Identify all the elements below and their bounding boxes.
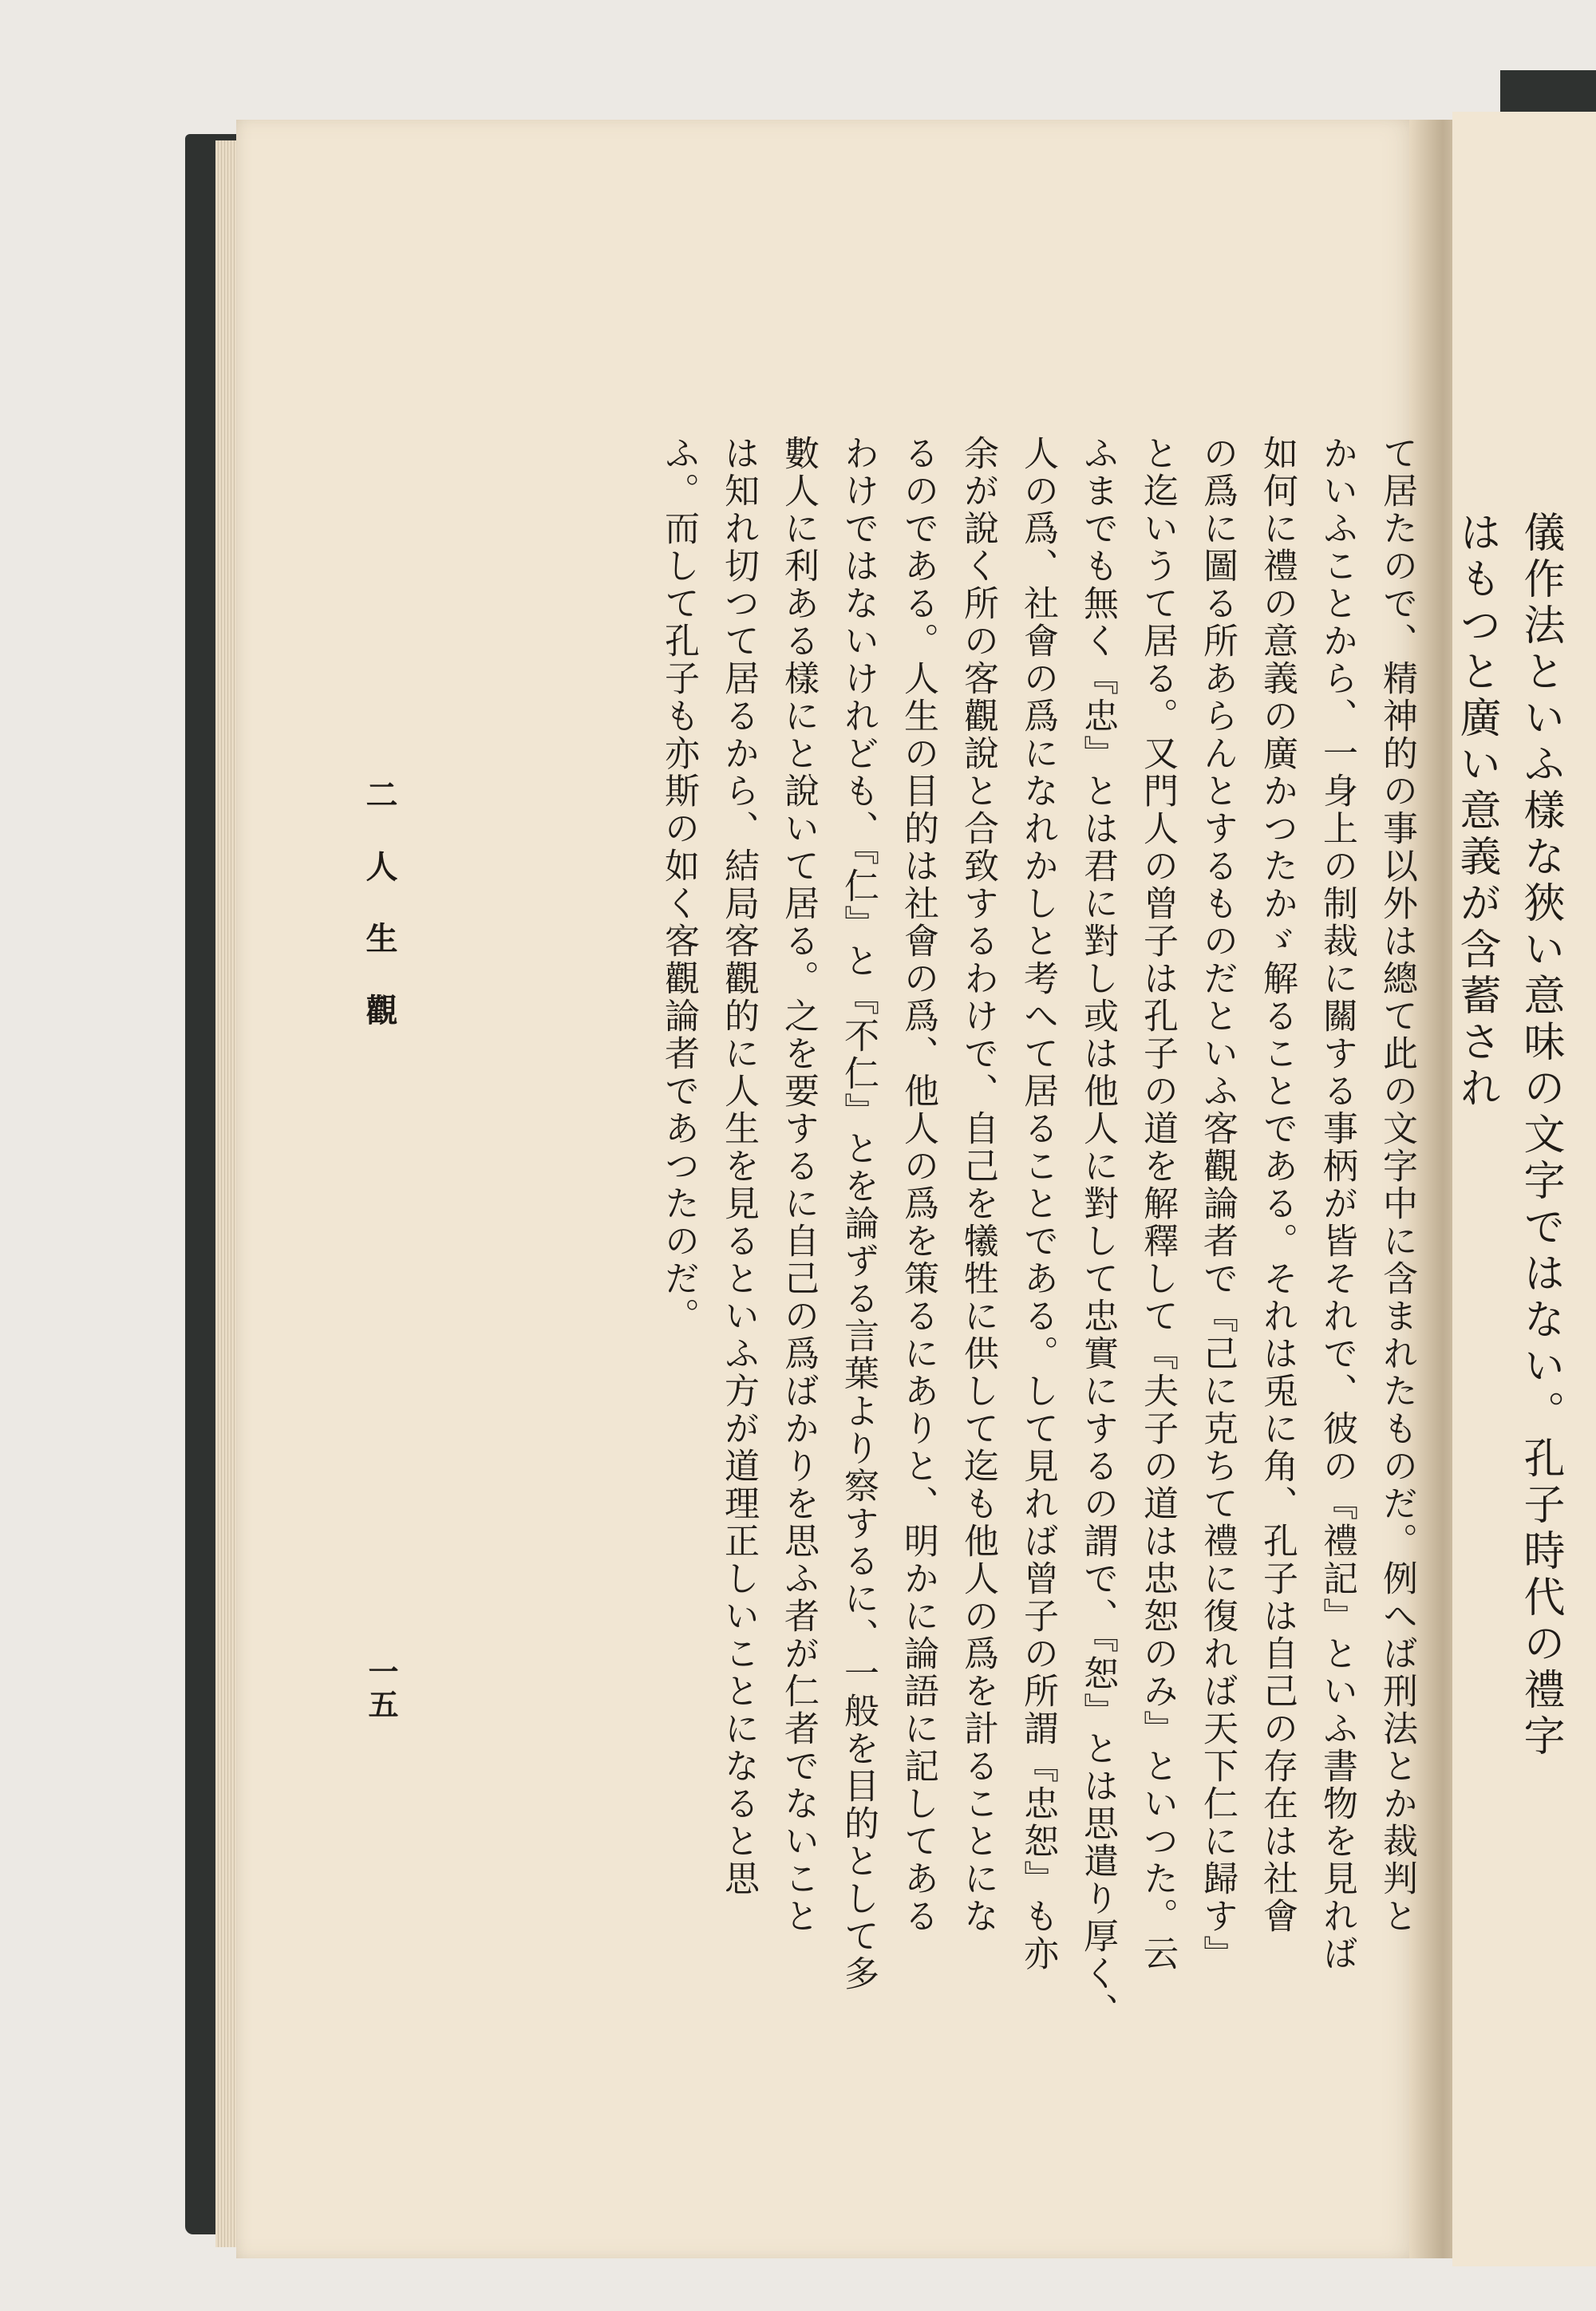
- next-page-text: [1452, 511, 1572, 1788]
- main-text: [581, 435, 1427, 2030]
- text-line: ふまでも無く『忠』とは君に對し或は他人に對して忠實にするの謂で、『恕』とは思遣り厚く、: [1077, 435, 1118, 2030]
- right-page-edge: [1452, 112, 1596, 2266]
- text-line: るのである。人生の目的は社會の爲、他人の爲を策るにありと、明かに論語に記してある: [898, 435, 938, 1935]
- text-line: かいふことから、一身上の制裁に關する事柄が皆それで、彼の『禮記』といふ書物を見れば: [1317, 435, 1357, 1973]
- text-line: の爲に圖る所あらんとするものだといふ客觀論者で『己に克ちて禮に復れば天下仁に歸す』: [1197, 435, 1238, 1973]
- page-edges: [215, 140, 238, 2247]
- text-line: と迄いうて居る。又門人の曾子は孔子の道を解釋して『夫子の道は忠恕のみ』といつた。云: [1137, 435, 1178, 1973]
- text-line: わけではないけれども、『仁』と『不仁』とを論ずる言葉より察するに、一般を目的として多: [838, 435, 879, 1993]
- text-line: 如何に禮の意義の廣かつたかゞ解ることである。それは兎に角、孔子は自己の存在は社會: [1257, 435, 1298, 1935]
- text-line: は知れ切つて居るから、結局客觀的に人生を見るといふ方が道理正しいことになると思: [718, 435, 759, 1898]
- text-line: 人の爲、社會の爲になれかしと考へて居ることである。して見れば曾子の所謂『忠恕』も亦: [1017, 435, 1058, 1973]
- text-line: 余が說く所の客觀說と合致するわけで、自己を犧牲に供して迄も他人の爲を計ることにな: [958, 435, 998, 1935]
- text-line: 數人に利ある樣にと說いて居る。之を要するに自己の爲ばかりを思ふ者が仁者でないこと: [778, 435, 819, 1935]
- text-line: て居たので、精神的の事以外は總て此の文字中に含まれたものだ。例へば刑法とか裁判と: [1377, 435, 1417, 1935]
- text-line: ふ。而して孔子も亦斯の如く客觀論者であつたのだ。: [658, 435, 699, 1335]
- running-header: 二 人 生 觀: [361, 778, 398, 1040]
- next-page-line: 儀作法といふ樣な狹い意味の文字ではない。孔子時代の禮字はもつと廣い意義が含蓄され: [1452, 511, 1564, 1760]
- page-number: 一五: [363, 1656, 399, 1721]
